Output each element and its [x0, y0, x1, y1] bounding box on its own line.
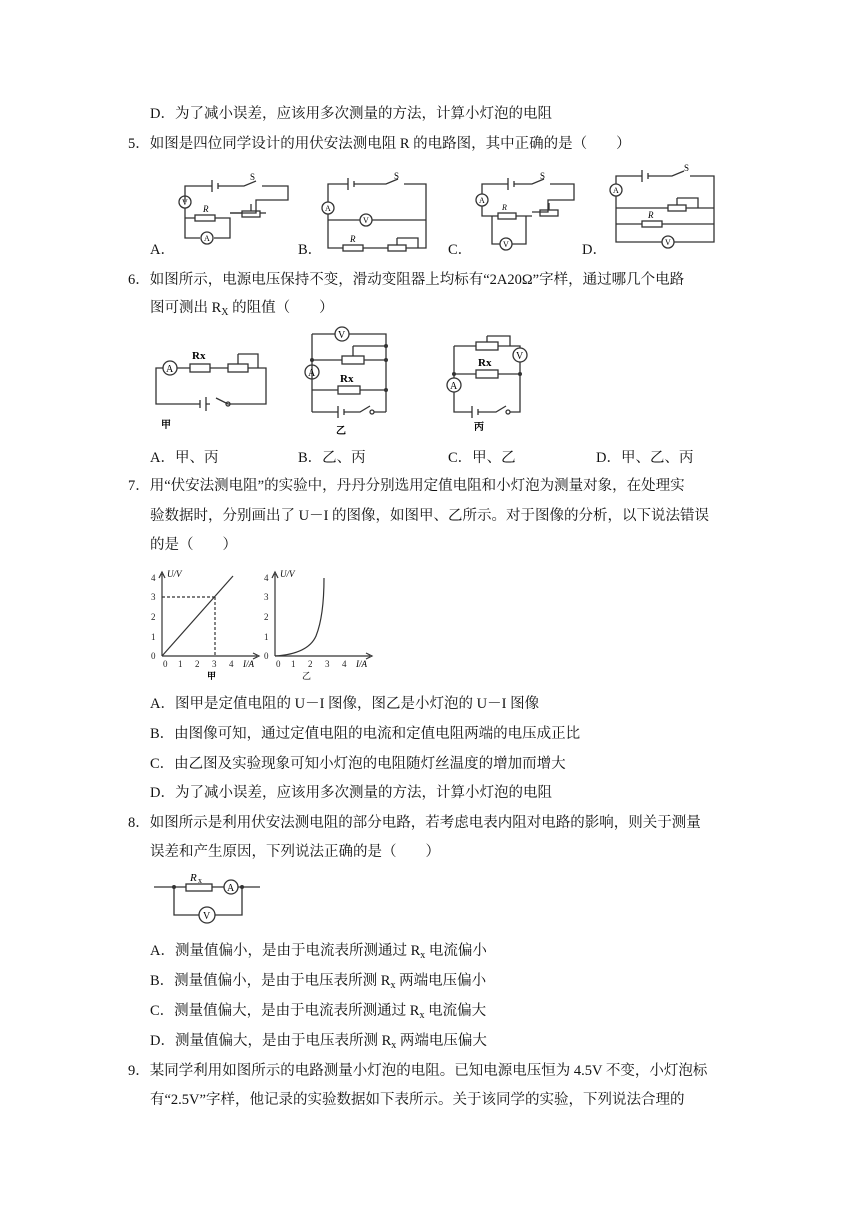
svg-text:3: 3	[264, 592, 269, 602]
svg-text:1: 1	[151, 632, 156, 642]
q5a-switch-label: S	[250, 172, 256, 182]
svg-text:A: A	[308, 368, 316, 379]
q7-option-c: C．由乙图及实验现象可知小灯泡的电阻随灯丝温度的增加而增大	[150, 756, 566, 772]
svg-text:Rx: Rx	[478, 357, 492, 369]
svg-text:Rx: Rx	[192, 350, 206, 362]
q9-stem-line2: 有“2.5V”字样，他记录的实验数据如下表所示。关于该同学的实验，下列说法合理的	[150, 1092, 685, 1108]
svg-text:V: V	[338, 330, 346, 341]
svg-text:3: 3	[325, 659, 330, 669]
svg-text:4: 4	[342, 659, 347, 669]
q5-option-c: C．	[448, 242, 473, 258]
q7-graph-yi	[258, 566, 378, 681]
q4-option-d: D．为了减小误差，应该用多次测量的方法，计算小灯泡的电阻	[150, 106, 552, 122]
svg-text:U/V: U/V	[167, 569, 182, 579]
q6-circuit-yi	[300, 322, 400, 440]
svg-text:4: 4	[151, 573, 156, 583]
q6-option-c: C．甲、乙	[448, 450, 516, 466]
svg-text:R: R	[203, 204, 209, 214]
q5-option-b: B．	[298, 242, 323, 258]
svg-text:V: V	[665, 238, 671, 247]
q8-option-a: A．测量值偏小，是由于电流表所测通过 $R_x$ 电流偏小	[150, 943, 487, 961]
q5-circuit-d	[602, 164, 722, 254]
q6-stem-line1: 6．如图所示，电源电压保持不变，滑动变阻器上均标有“2A20Ω”字样，通过哪几个电路	[128, 272, 685, 288]
svg-text:A: A	[479, 196, 485, 205]
q8-option-b: B．测量值偏小，是由于电压表所测 $R_x$ 两端电压偏小	[150, 973, 487, 991]
q7-stem-line3: 的是（ ）	[150, 537, 237, 553]
svg-text:x: x	[198, 876, 202, 885]
q7-option-d: D．为了减小误差，应该用多次测量的方法，计算小灯泡的电阻	[150, 785, 552, 801]
svg-text:A: A	[166, 364, 174, 375]
svg-text:3: 3	[212, 659, 217, 669]
q5-option-d: D．	[582, 242, 607, 258]
svg-text:A: A	[204, 234, 210, 243]
svg-text:0: 0	[151, 651, 156, 661]
q6-circuit-jia	[148, 340, 273, 430]
svg-text:I/A: I/A	[243, 659, 254, 669]
svg-text:V: V	[363, 216, 369, 225]
svg-text:A: A	[325, 204, 331, 213]
svg-text:R: R	[502, 203, 507, 212]
svg-text:I/A: I/A	[356, 659, 367, 669]
svg-text:V: V	[182, 198, 188, 207]
svg-text:0: 0	[264, 651, 269, 661]
svg-text:4: 4	[264, 573, 269, 583]
svg-text:Rx: Rx	[340, 373, 354, 385]
q5-circuit-c	[470, 170, 585, 255]
svg-text:A: A	[227, 883, 235, 894]
q6-option-b: B．乙、丙	[298, 450, 366, 466]
svg-text:0: 0	[163, 659, 168, 669]
q6-label-bing: 丙	[474, 422, 484, 433]
svg-text:A: A	[450, 381, 458, 392]
q7-option-b: B．由图像可知，通过定值电阻的电流和定值电阻两端的电压成正比	[150, 726, 581, 742]
svg-text:V: V	[516, 351, 524, 362]
svg-text:3: 3	[151, 592, 156, 602]
q8-circuit	[150, 870, 265, 925]
svg-text:1: 1	[264, 632, 269, 642]
q7-graph-jia	[145, 566, 265, 681]
svg-text:V: V	[503, 240, 509, 249]
svg-text:S: S	[394, 172, 400, 181]
svg-text:1: 1	[291, 659, 296, 669]
q7-option-a: A．图甲是定值电阻的 U－I 图像，图乙是小灯泡的 U－I 图像	[150, 696, 540, 712]
svg-text:0: 0	[276, 659, 281, 669]
svg-text:2: 2	[264, 612, 269, 622]
q8-option-c: C．测量值偏大，是由于电流表所测通过 $R_x$ 电流偏大	[150, 1003, 487, 1021]
q8-stem-line1: 8．如图所示是利用伏安法测电阻的部分电路，若考虑电表内阻对电路的影响，则关于测量	[128, 815, 701, 831]
svg-text:R: R	[190, 872, 197, 884]
q6-option-d: D．甲、乙、丙	[596, 450, 694, 466]
q9-stem-line1: 9．某同学利用如图所示的电路测量小灯泡的电阻。已知电源电压恒为 4.5V 不变，小灯泡标	[128, 1063, 708, 1079]
q5-circuit-b	[318, 172, 433, 254]
q6-option-a: A．甲、丙	[150, 450, 219, 466]
svg-text:1: 1	[178, 659, 183, 669]
svg-text:R: R	[648, 210, 654, 220]
q6-circuit-bing	[440, 330, 535, 440]
svg-text:S: S	[540, 171, 546, 181]
q6-stem-line2: 图可测出 $R_X$ 的阻值（ ）	[150, 300, 334, 318]
svg-text:2: 2	[308, 659, 313, 669]
q5-circuit-a	[170, 168, 295, 253]
svg-text:2: 2	[195, 659, 200, 669]
svg-text:R: R	[350, 234, 356, 244]
svg-text:2: 2	[151, 612, 156, 622]
q7-label-yi: 乙	[302, 671, 312, 681]
svg-text:4: 4	[229, 659, 234, 669]
q7-stem-line2: 验数据时，分别画出了 U－I 的图像，如图甲、乙所示。对于图像的分析，以下说法错误	[150, 508, 710, 524]
svg-text:U/V: U/V	[280, 569, 295, 579]
q8-stem-line2: 误差和产生原因，下列说法正确的是（ ）	[150, 844, 440, 860]
q6-label-yi: 乙	[336, 426, 346, 437]
q5-option-a: A．	[150, 242, 175, 258]
q6-label-jia: 甲	[161, 420, 171, 430]
q8-option-d: D．测量值偏大，是由于电压表所测 $R_x$ 两端电压偏大	[150, 1033, 487, 1051]
svg-text:S: S	[684, 164, 690, 173]
svg-text:A: A	[613, 186, 619, 195]
q5-stem: 5．如图是四位同学设计的用伏安法测电阻 R 的电路图，其中正确的是（ ）	[128, 136, 631, 152]
q7-label-jia: 甲	[207, 671, 217, 681]
q7-stem-line1: 7．用“伏安法测电阻”的实验中，丹丹分别选用定值电阻和小灯泡为测量对象，在处理实	[128, 478, 685, 494]
svg-text:V: V	[203, 911, 211, 922]
